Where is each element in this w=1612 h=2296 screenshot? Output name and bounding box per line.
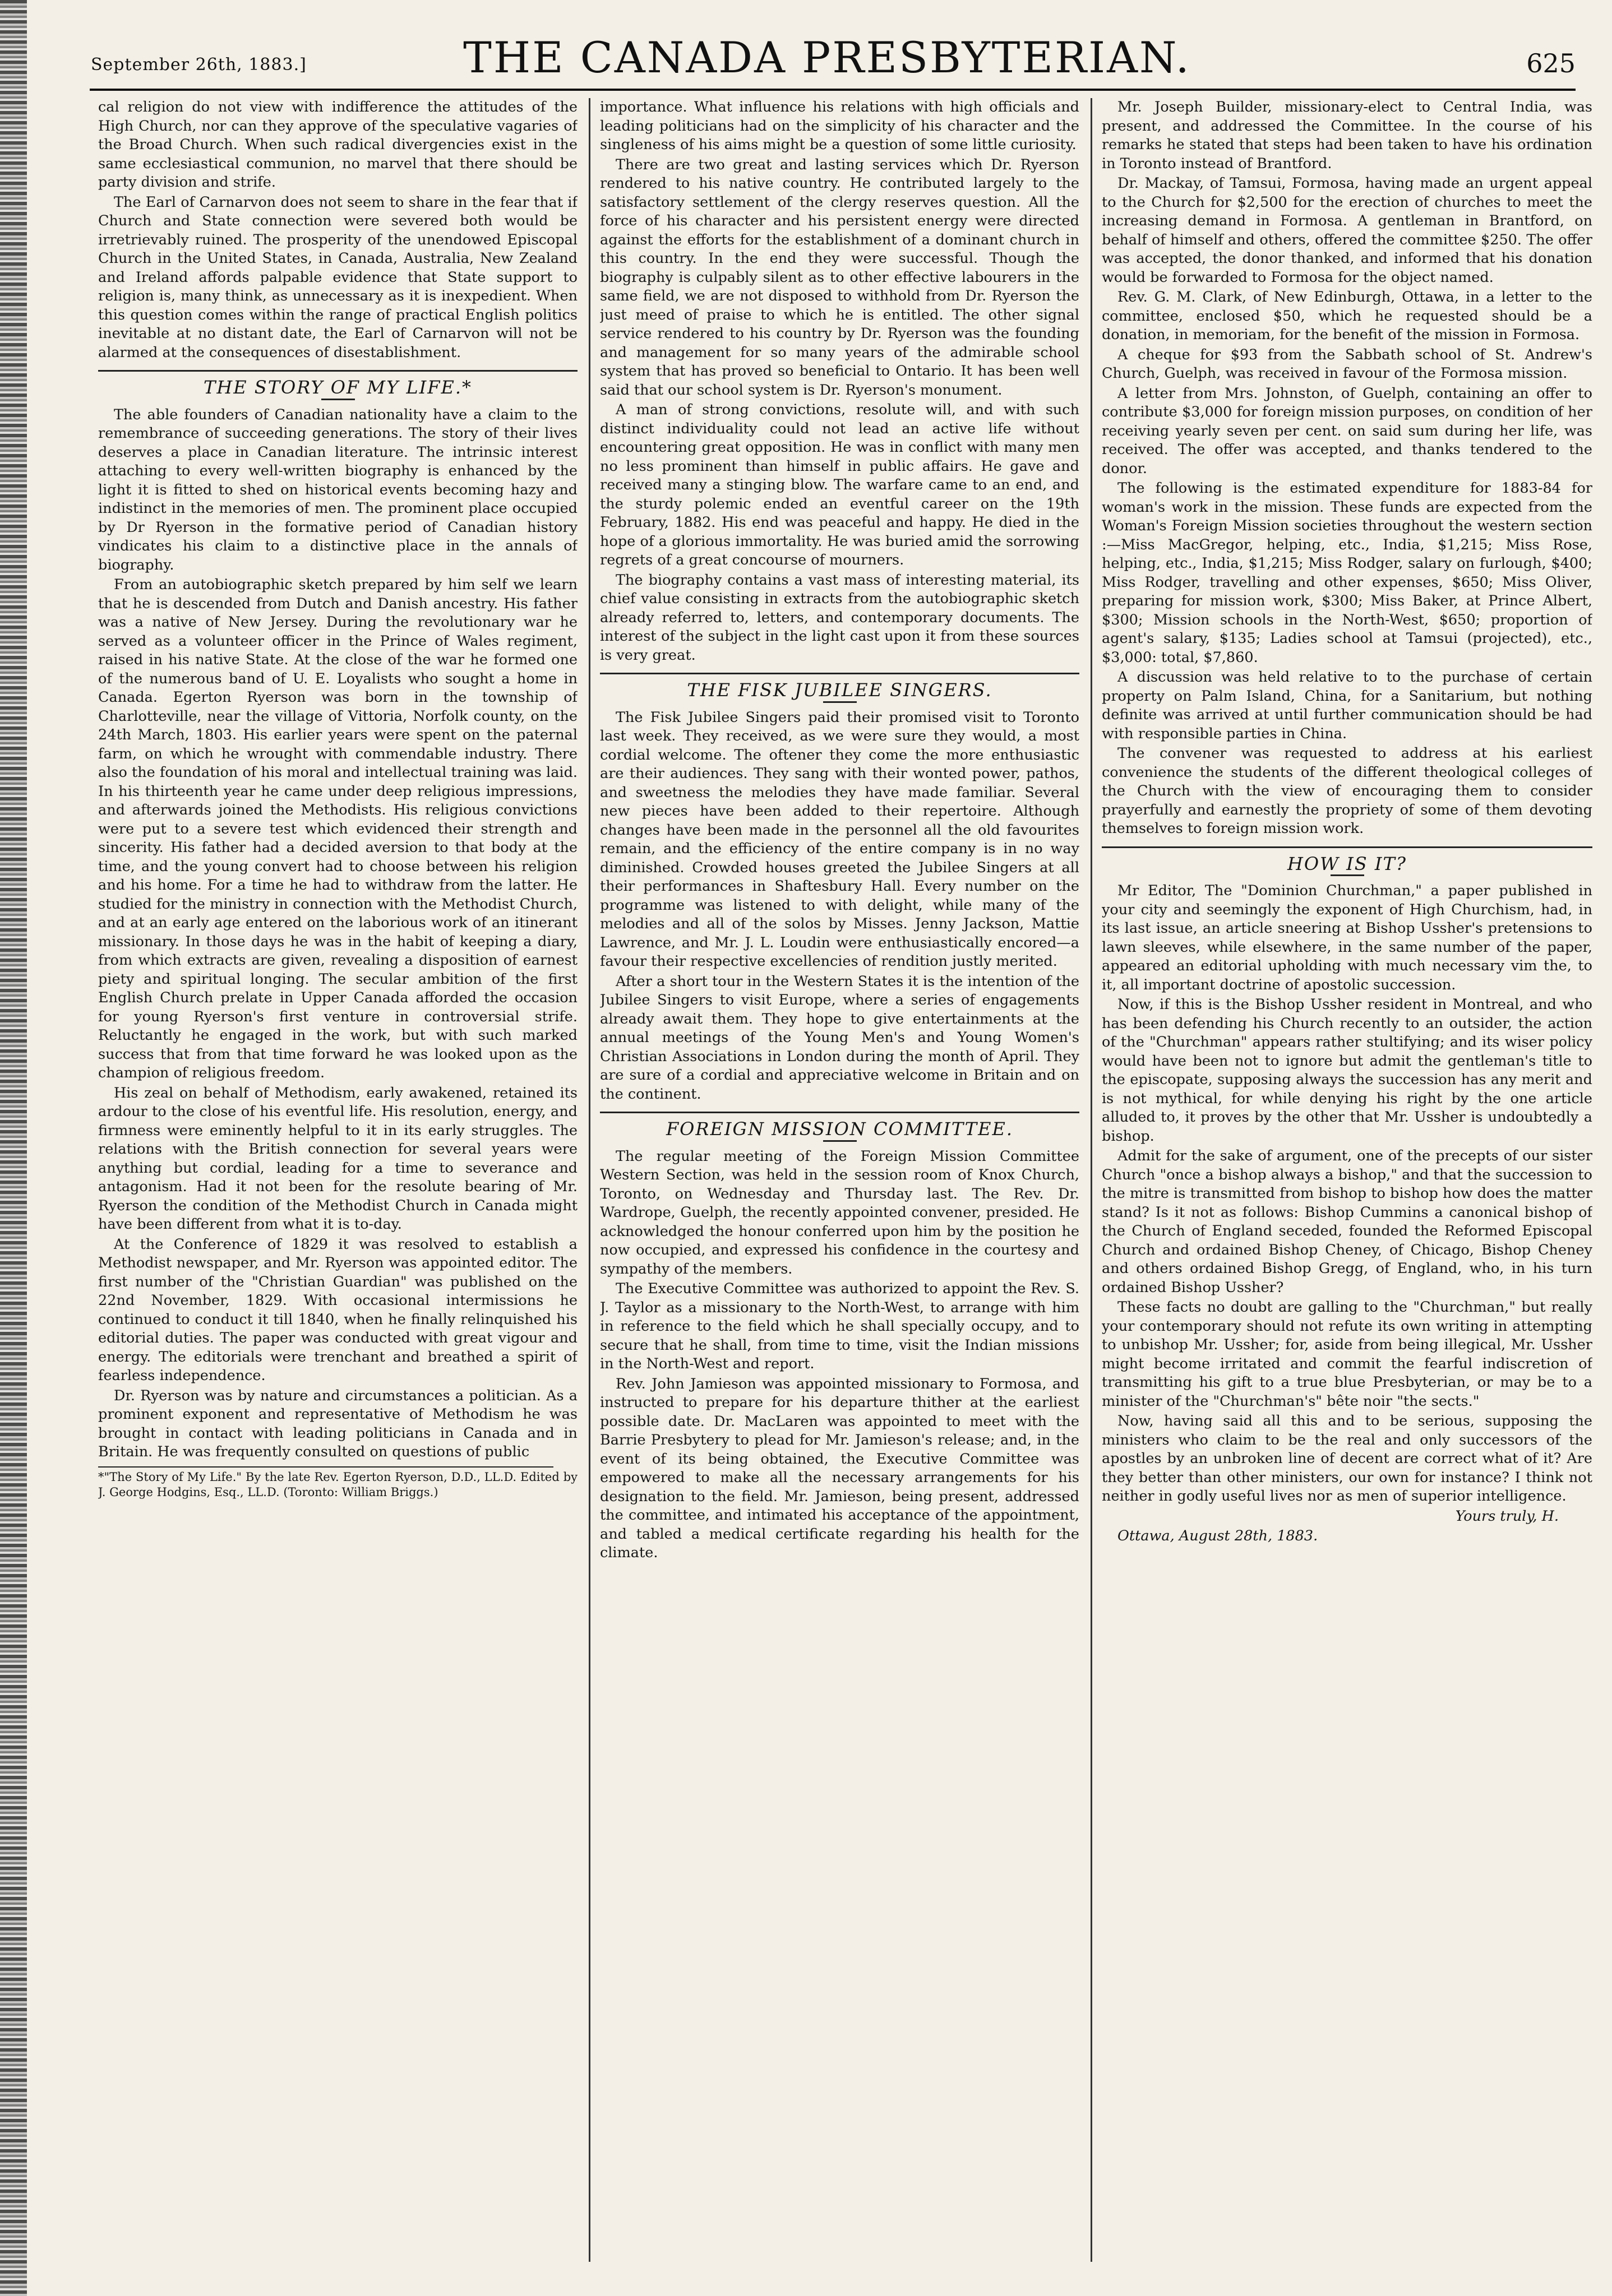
- header-rule: [90, 89, 1576, 91]
- paragraph: Dr. Ryerson was by nature and circumstances a politician. As a prominent exponent and representative of Methodism he was brought in contact with leading politicians in Canada and in Britain. He was frequently consulted on questions of public: [98, 1387, 578, 1460]
- paragraph: The regular meeting of the Foreign Mission Committee Western Section, was held in the session room of Knox Church, Toronto, on Wednesday and Thursday last. The Rev. Dr. Wardrope, Guelph, the recently appointed convener, presided. He acknowledged the honour conferred upon him by the position he now occupied, and expressed his confidence in the courtesy and sympathy of the members.: [600, 1147, 1079, 1277]
- paragraph: The able founders of Canadian nationality have a claim to the remembrance of succeeding generations. The story of their lives deserves a place in Canadian literature. The intrinsic interest attaching to every well-written biography is enhanced by the light it is fitted to shed on historical events becoming hazy and indistinct in the memories of men. The prominent place occupied by Dr Ryerson in the formative period of Canadian history vindicates his claim to a distinctive place in the annals of biography.: [98, 406, 578, 573]
- paragraph: Dr. Mackay, of Tamsui, Formosa, having made an urgent appeal to the Church for $2,500 for the erection of churches to meet the increasing demand in Formosa. A gentleman in Brantford, on behalf of himself and others, offered the committee $250. The offer was accepted, the donor thanked, and informed that his donation would be forwarded to Formosa for the object named.: [1102, 175, 1592, 286]
- paragraph: Admit for the sake of argument, one of the precepts of our sister Church "once a bishop always a bishop," and that the succession to the mitre is transmitted from bishop to bishop how does the matter stand? Is it not as follows: Bishop Cummins a canonical bishop of the Church of England seceded, founded the Reformed Episcopal Church and ordained Bishop Cheney, of Chicago, Bishop Cheney and others ordained Bishop Gregg, of England, who, in his turn ordained Bishop Ussher?: [1102, 1147, 1592, 1296]
- section-rule: [600, 673, 1079, 674]
- paragraph: A cheque for $93 from the Sabbath school of St. Andrew's Church, Guelph, was received in favour of the Formosa mission.: [1102, 346, 1592, 382]
- paragraph: Now, having said all this and to be serious, supposing the ministers who claim to be the real and only successors of the apostles by an unbroken line of decent are correct what of it? Are they better than other ministers, our own for instance? I think not neither in godly useful lives nor as men of superior intelligence.: [1102, 1413, 1592, 1505]
- binding-edge: [0, 0, 27, 2296]
- page-number: 625: [1526, 48, 1576, 78]
- section-rule: [98, 370, 578, 372]
- paragraph: These facts no doubt are galling to the "Churchman," but really your contemporary should not refute its own writing in attempting to unbishop Mr. Ussher; for, aside from being illegical, Mr. Ussher might become irritated and commit the fearful indiscretion of transmitting his gift to a true blue Presbyterian, or may be to a minister of the "Churchman's" bête noir "the sects.": [1102, 1299, 1592, 1410]
- footnote-rule: [98, 1466, 553, 1468]
- heading-dash: [321, 399, 355, 400]
- column-3: [1102, 98, 1592, 2273]
- paragraph: The following is the estimated expenditure for 1883-84 for woman's work in the mission. These funds are expected from the Woman's Foreign Mission societies throughout the western section :—Miss MacGregor, helping, etc., India, $1,215; Miss Rose, helping, etc., India, $1,215; Miss Rodger, salary on furlough, $400; Miss Rodger, travelling and other expenses, $650; Miss Oliver, preparing for mission work, $300; Miss Baker, at Prince Albert, $300; Mission schools in the North-West, $650; proportion of agent's salary, $135; Ladies school at Tamsui (projected), etc., $3,000: total, $7,860.: [1102, 480, 1592, 666]
- footnote: *"The Story of My Life." By the late Rev. Egerton Ryerson, D.D., LL.D. Edited by J. George Hodgins, Esq., LL.D. (Toronto: William Briggs.): [98, 1470, 578, 1499]
- letter-signature: Yours truly, H.: [1455, 1507, 1559, 1525]
- paragraph: The convener was requested to address at his earliest convenience the students of the different theological colleges of the Church with the view of encouraging them to consider prayerfully and earnestly the propriety of some of them devoting themselves to foreign mission work.: [1102, 745, 1592, 837]
- paragraph: A discussion was held relative to to the purchase of certain property on Palm Island, China, for a Sanitarium, but nothing definite was arrived at until further communication should be had with responsible parties in China.: [1102, 669, 1592, 742]
- paragraph: His zeal on behalf of Methodism, early awakened, retained its ardour to the close of his eventful life. His resolution, energy, and firmness were eminently helpful to it in its early struggles. The relations with the British connection for several years were anything but cordial, leading for a time to severance and antagonism. Had it not been for the resolute bearing of Mr. Ryerson the condition of the Methodist Church in Canada might have been different from what it is to-day.: [98, 1084, 578, 1233]
- paragraph: Rev. G. M. Clark, of New Edinburgh, Ottawa, in a letter to the committee, enclosed $50, which he requested should be a donation, in memoriam, for the benefit of the mission in Formosa.: [1102, 289, 1592, 343]
- paragraph: After a short tour in the Western States it is the intention of the Jubilee Singers to visit Europe, where a series of engagements already await them. They hope to give entertainments at the annual meetings of the Young Men's and Young Women's Christian Associations in London during the month of April. They are sure of a cordial and appreciative welcome in Britain and on the continent.: [600, 973, 1079, 1103]
- heading-dash: [823, 701, 857, 703]
- paragraph: The Executive Committee was authorized to appoint the Rev. S. J. Taylor as a missionary to the North-West, to arrange with him in reference to the field which he shall specially occupy, and to secure that he shall, from time to time, visit the Indian missions in the North-West and report.: [600, 1280, 1079, 1372]
- paragraph: The Fisk Jubilee Singers paid their promised visit to Toronto last week. They received, as we were sure they would, a most cordial welcome. The oftener they come the more enthusiastic are their audiences. They sang with their wonted power, pathos, and sweetness the melodies they have made familiar. Several new pieces have been added to their repertoire. Although changes have been made in the personnel all the old favourites remain, and the efficiency of the entire company is in no way diminished. Crowded houses greeted the Jubilee Singers at all their performances in Shaftesbury Hall. Every number on the programme was listened to with delight, while many of the melodies and all of the solos by Misses. Jenny Jackson, Mattie Lawrence, and Mr. J. L. Loudin were enthusiastically encored—a favour their respective excellencies of rendition justly merited.: [600, 709, 1079, 970]
- article-heading: THE FISK JUBILEE SINGERS.: [687, 679, 992, 701]
- article-columns: [98, 98, 1592, 2273]
- column-1: [98, 98, 578, 2273]
- section-rule: [600, 1112, 1079, 1113]
- heading-dash: [823, 1140, 857, 1142]
- issue-date: September 26th, 1883.]: [91, 55, 307, 75]
- paragraph: Rev. John Jamieson was appointed missionary to Formosa, and instructed to prepare for his departure thither at the earliest possible date. Dr. MacLaren was appointed to meet with the Barrie Presbytery to plead for Mr. Jamieson's release; and, in the event of its being obtained, the Executive Committee was empowered to make all the necessary arrangements for his designation to the field. Mr. Jamieson, being present, addressed the committee, and intimated his acceptance of the appointment, and tabled a medical certificate regarding his health for the climate.: [600, 1375, 1079, 1561]
- paragraph: There are two great and lasting services which Dr. Ryerson rendered to his native country. He contributed largely to the satisfactory settlement of the clergy reserves question. All the force of his character and his persistent energy were directed against the efforts for the establishment of a dominant church in this country. In the end they were successful. Though the biography is culpably silent as to other effective labourers in the same field, we are not disposed to withhold from Dr. Ryerson the just meed of praise to which he is entitled. The other signal service rendered to his country by Dr. Ryerson was the founding and management for so many years of the admirable school system that has proved so beneficial to Ontario. It has been well said that our school system is Dr. Ryerson's monument.: [600, 156, 1079, 399]
- column-2: [600, 98, 1079, 2273]
- paragraph: From an autobiographic sketch prepared by him self we learn that he is descended from Dutch and Danish ancestry. His father was a native of New Jersey. During the revolutionary war he served as a volunteer officer in the Prince of Wales regiment, raised in his native State. At the close of the war he formed one of the numerous band of U. E. Loyalists who sought a home in Canada. Egerton Ryerson was born in the township of Charlotteville, near the village of Vittoria, Norfolk county, on the 24th March, 1803. His earlier years were spent on the paternal farm, on which he wrought with commendable industry. There also the foundation of his moral and intellectual training was laid. In his thirteenth year he came under deep religious impressions, and afterwards joined the Methodists. His religious convictions were put to a severe test which evidenced their strength and sincerity. His father had a decided aversion to that body at the time, and the young convert had to choose between his religion and his home. For a time he had to withdraw from the latter. He studied for the ministry in connection with the Methodist Church, and at an early age entered on the laborious work of an itinerant missionary. In those days he was in the habit of keeping a diary, from which extracts are given, revealing a disposition of earnest piety and spiritual longing. The secular ambition of the first English Church prelate in Upper Canada afforded the occasion for young Ryerson's first venture in controversial strife. Reluctantly he engaged in the work, but with such marked success that from that time forward he was looked upon as the champion of religious freedom.: [98, 576, 578, 1081]
- paragraph: At the Conference of 1829 it was resolved to establish a Methodist newspaper, and Mr. Ryerson was appointed editor. The first number of the "Christian Guardian" was published on the 22nd November, 1829. With occasional intermissions he continued to conduct it till 1840, when he finally relinquished his editorial duties. The paper was conducted with great vigour and energy. The editorials were trenchant and breathed a spirit of fearless independence.: [98, 1235, 578, 1384]
- paragraph: importance. What influence his relations with high officials and leading politicians had on the simplicity of his character and the singleness of his aims might be a question of some little curiosity.: [600, 99, 1079, 153]
- article-heading: THE STORY OF MY LIFE.*: [204, 377, 472, 398]
- paragraph: Now, if this is the Bishop Ussher resident in Montreal, and who has been defending his Church recently to an outsider, the action of the "Churchman" appears rather stultifying; and its wiser policy would have been not to ignore but admit the gentleman's title to the episcopate, supposing always the succession has any merit and is not mythical, for while denying his right by the one article alluded to, it proves by the other that Mr. Ussher is undoubtedly a bishop.: [1102, 996, 1592, 1145]
- paragraph: cal religion do not view with indifference the attitudes of the High Church, nor can they approve of the speculative vagaries of the Broad Church. When such radical divergencies exist in the same ecclesiastical communion, no marvel that there should be party division and strife.: [98, 99, 578, 191]
- paragraph: A letter from Mrs. Johnston, of Guelph, containing an offer to contribute $3,000 for foreign mission purposes, on condition of her receiving yearly seven per cent. on said sum during her life, was received. The offer was accepted, and thanks tendered to the donor.: [1102, 385, 1592, 477]
- masthead-title: THE CANADA PRESBYTERIAN.: [463, 33, 1191, 82]
- paragraph: A man of strong convictions, resolute will, and with such distinct individuality could not lead an active life without encountering great opposition. He was in conflict with many men no less prominent than himself in public affairs. He gave and received many a stinging blow. The warfare came to an end, and the sturdy polemic ended an eventful career on the 19th February, 1882. His end was peaceful and happy. He died in the hope of a glorious immortality. He was buried amid the sorrowing regrets of a great concourse of mourners.: [600, 401, 1079, 568]
- paragraph: The Earl of Carnarvon does not seem to share in the fear that if Church and State connection were severed both would be irretrievably ruined. The prosperity of the unendowed Episcopal Church in the United States, in Canada, Australia, New Zealand and Ireland affords palpable evidence that State support to religion is, many think, as unnecessary as it is inexpedient. When this question comes within the range of practical English politics inevitable at no distant date, the Earl of Carnarvon will not be alarmed at the consequences of disestablishment.: [98, 193, 578, 361]
- letter-dateline: Ottawa, August 28th, 1883.: [1117, 1527, 1318, 1544]
- paragraph: Mr. Joseph Builder, missionary-elect to Central India, was present, and addressed the Committee. In the course of his remarks he stated that steps had been taken to have his ordination in Toronto instead of Brantford.: [1102, 99, 1592, 172]
- paragraph: The biography contains a vast mass of interesting material, its chief value consisting in extracts from the autobiographic sketch already referred to, letters, and contemporary documents. The interest of the subject in the light cast upon it from these sources is very great.: [600, 571, 1079, 664]
- paragraph: Mr Editor, The "Dominion Churchman," a paper published in your city and seemingly the exponent of High Churchism, had, in its last issue, an article sneering at Bishop Ussher's pretensions to lawn sleeves, while elsewhere, in the same number of the paper, appeared an editorial upholding with much necessary vim the, to it, all important doctrine of apostolic succession.: [1102, 882, 1592, 993]
- heading-dash: [1331, 874, 1364, 876]
- section-rule: [1102, 846, 1592, 848]
- page-header: [73, 22, 1581, 84]
- article-heading: FOREIGN MISSION COMMITTEE.: [666, 1118, 1014, 1140]
- article-heading: HOW IS IT?: [1287, 853, 1407, 874]
